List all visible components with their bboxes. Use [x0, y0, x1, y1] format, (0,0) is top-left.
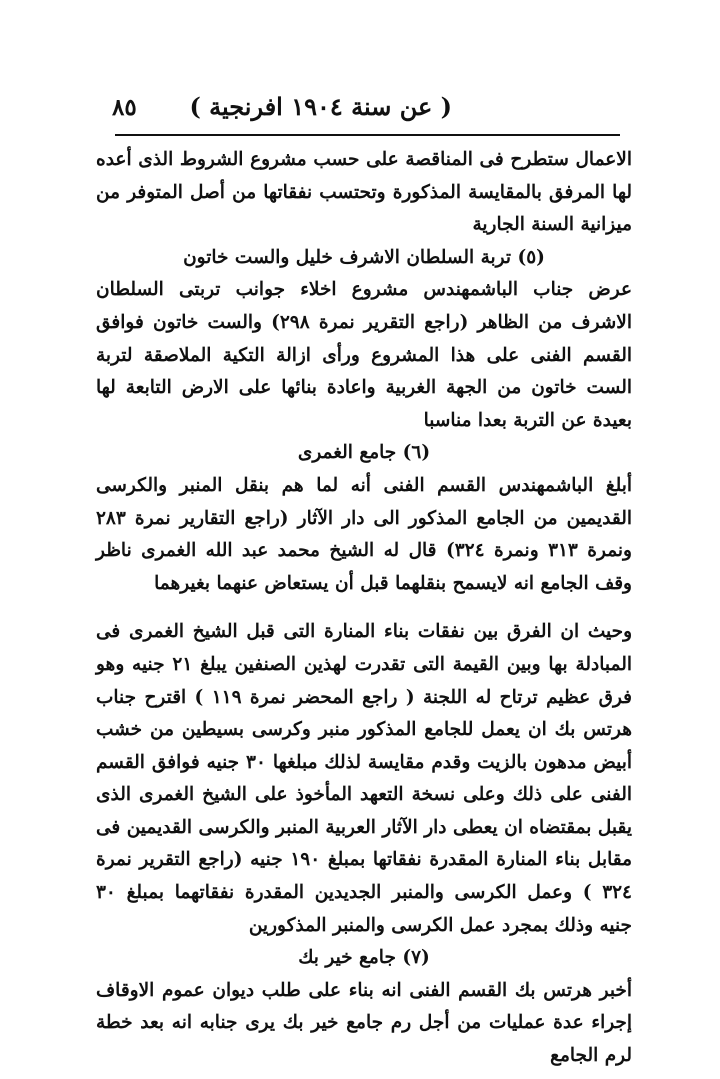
section-5-paragraph: عرض جناب الباشمهندس مشروع اخلاء جوانب تربتى السلطان الاشرف من الظاهر (راجع التقرير نمرة ٢٩٨) والست خاتون فوافق القسم الفنى على هذا المشروع ورأى ازالة التكية الملاصقة لتربة الست خاتون من الجهة الغربية واعادة بنائها على الارض التابعة لها بعيدة عن التربة بعدا مناسبا	[96, 279, 632, 431]
section-6-paragraph-2: وحيث ان الفرق بين نفقات بناء المنارة التى قبل الشيخ الغمرى فى المبادلة بها وبين القيمة التى تقدرت لهذين الصنفين يبلغ ٢١ جنيه وهو فرق عظيم ترتاح له اللجنة ( راجع المحضر نمرة ١١٩ ) اقترح جناب هرتس بك ان يعمل للجامع المذكور منبر وكرسى بسيطين من خشب أبيض مدهون بالزيت وقدم مقايسة لذلك مبلغها ٣٠ جنيه فوافق القسم الفنى على ذلك وعلى نسخة التعهد المأخوذ على الشيخ الغمرى الذى يقبل بمقتضاه ان يعطى دار الآثار العربية المنبر والكرسى القديمين فى مقابل بناء المنارة المقدرة نفقاتها بمبلغ ١٩٠ جنيه (راجع التقرير نمرة ٣٢٤ ) وعمل الكرسى والمنبر الجديدين المقدرة نفقاتهما بمبلغ ٣٠ جنيه وذلك بمجرد عمل الكرسى والمنبر المذكورين	[96, 621, 632, 936]
page-number: ٨٥	[112, 94, 137, 121]
header-rule	[115, 134, 620, 136]
running-title: ( عن سنة ١٩٠٤ افرنجية )	[189, 92, 452, 121]
section-6-paragraph-1: أبلغ الباشمهندس القسم الفنى أنه لما هم بنقل المنبر والكرسى القديمين من الجامع المذكور الى دار الآثار (راجع التقارير نمرة ٢٨٣ ونمرة ٣١٣ ونمرة ٣٢٤) قال له الشيخ محمد عبد الله الغمرى ناظر وقف الجامع انه لايسمح بنقلهما قبل أن يستعاض عنهما بغيرهما	[96, 474, 632, 594]
page-header	[112, 88, 622, 128]
section-5-heading: (٥) تربة السلطان الاشرف خليل والست خاتون	[183, 246, 545, 268]
section-6-heading: (٦) جامع الغمرى	[297, 442, 431, 464]
paragraph-gap	[96, 600, 632, 616]
section-7-heading: (٧) جامع خير بك	[298, 947, 430, 969]
body-text	[96, 144, 632, 1073]
section-7-paragraph: أخبر هرتس بك القسم الفنى انه بناء على طلب ديوان عموم الاوقاف إجراء عدة عمليات من أجل رم جامع خير بك يرى جنابه انه بعد خطة لرم الجامع	[96, 979, 632, 1067]
intro-paragraph: الاعمال ستطرح فى المناقصة على حسب مشروع الشروط الذى أعده لها المرفق بالمقايسة المذكورة وتحتسب نفقاتها من أصل المتوفر من ميزانية السنة الجارية	[96, 149, 632, 236]
